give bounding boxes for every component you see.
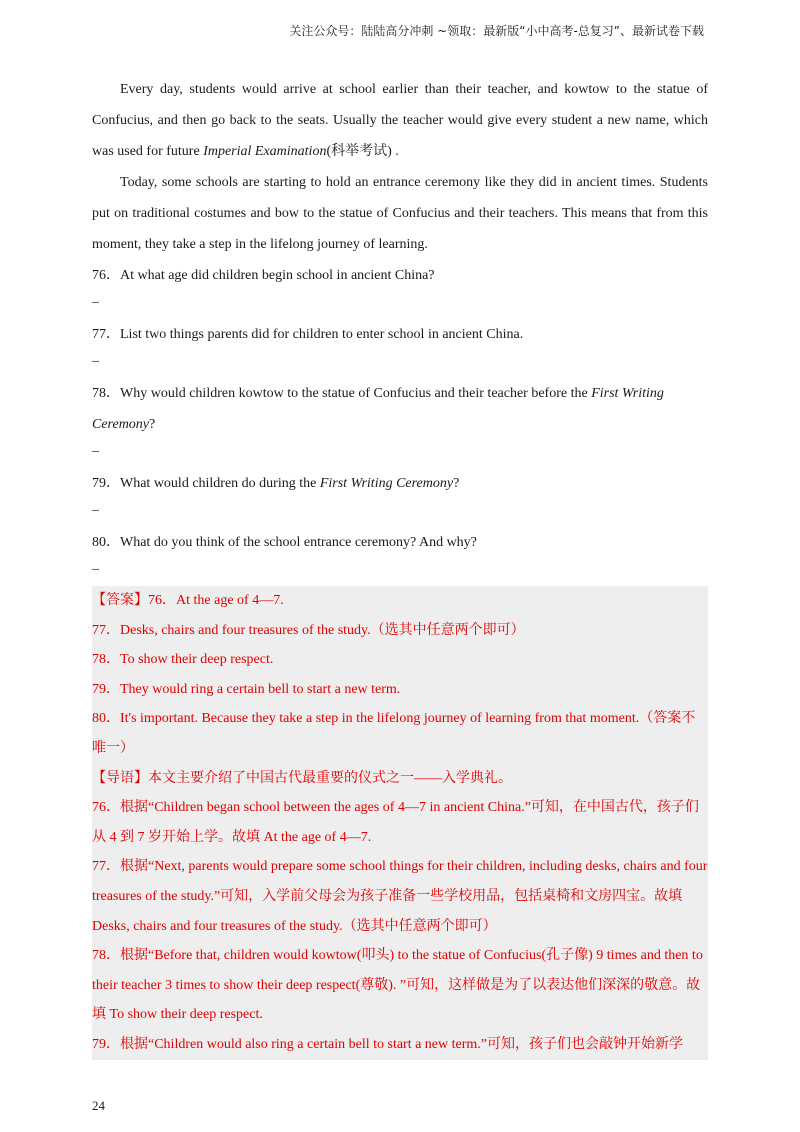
explanation-76: 76．根据“Children began school between the ages of 4—7 in ancient China.”可知，在中国古代，孩子们从 4 到 7 岁开始上学。故填 At the age of 4—7.: [92, 800, 699, 845]
page-header: 关注公众号：陆陆高分冲刺 ~领取：最新版“小中高考-总复习”、最新试卷下载: [289, 24, 704, 38]
document-body: [92, 74, 708, 1060]
question-italic: First Writing Ceremony: [92, 386, 664, 432]
answer-76: 【答案】76．At the age of 4—7.: [92, 593, 284, 608]
answer-blank: _: [92, 498, 99, 513]
question-79: [92, 468, 708, 499]
answer-blank: _: [92, 290, 99, 305]
answer-80: 80．It's important. Because they take a step in the lifelong journey of learning from that moment.（答案不唯一）: [92, 711, 696, 756]
answer-blank: _: [92, 439, 99, 454]
question-76: 76．At what age did children begin school in ancient China?: [92, 268, 435, 283]
answer-77: 77．Desks, chairs and four treasures of the study.（选其中任意两个即可）: [92, 622, 525, 638]
question-text: 79．What would children do during the: [92, 476, 320, 491]
question-text: ?: [453, 476, 460, 491]
question-77: 77．List two things parents did for children to enter school in ancient China.: [92, 327, 524, 342]
answer-78: 78．To show their deep respect.: [92, 652, 274, 668]
answer-blank: _: [92, 557, 99, 572]
passage-paragraph-2: Today, some schools are starting to hold an entrance ceremony like they did in ancient times. Students put on traditional costumes and bow to the statue of Confucius and their teachers. This means that from this moment, they take a step in the lifelong journey of learning.: [92, 175, 708, 252]
passage-italic: Imperial Examination: [203, 144, 327, 159]
explanation-77: 77．根据“Next, parents would prepare some school things for their children, including desks, chairs and four treasures of the study.”可知，入学前父母会为孩子准备一些学校用品，包括桌椅和文房四宝。故填 Desks, chairs and four treasures of the study.（选其中任意两个即可）: [92, 859, 708, 934]
answer-blank: _: [92, 349, 99, 364]
question-italic: First Writing Ceremony: [319, 476, 454, 491]
question-text: ?: [149, 417, 156, 432]
question-text: 78．Why would children kowtow to the statue of Confucius and their teacher before the: [92, 386, 592, 401]
passage-text: Every day, students would arrive at school earlier than their teacher, and kowtow to the statue of Confucius, and then go back to the seats. Usually the teacher would give every student a new name, which was used for future: [92, 82, 708, 159]
question-78: [92, 378, 708, 440]
question-80: 80．What do you think of the school entrance ceremony? And why?: [92, 535, 477, 550]
explanation-78: 78．根据“Before that, children would kowtow(叩头) to the statue of Confucius(孔子像) 9 times and then to their teacher 3 times to show their deep respect(尊敬). ”可知，这样做是为了以表达他们深深的敬意。故填 To show their deep respect.: [92, 948, 703, 1023]
explanation-79: 79．根据“Children would also ring a certain bell to start a new term.”可知，孩子们也会敲钟开始新学: [92, 1036, 683, 1052]
answer-section: [92, 586, 708, 1060]
page-number: 24: [92, 1098, 105, 1113]
answer-79: 79．They would ring a certain bell to start a new term.: [92, 681, 401, 697]
passage-text: (科举考试) .: [326, 144, 399, 159]
guide-text: 【导语】本文主要介绍了中国古代最重要的仪式之一——入学典礼。: [92, 770, 512, 786]
passage-paragraph-1: [92, 74, 708, 167]
